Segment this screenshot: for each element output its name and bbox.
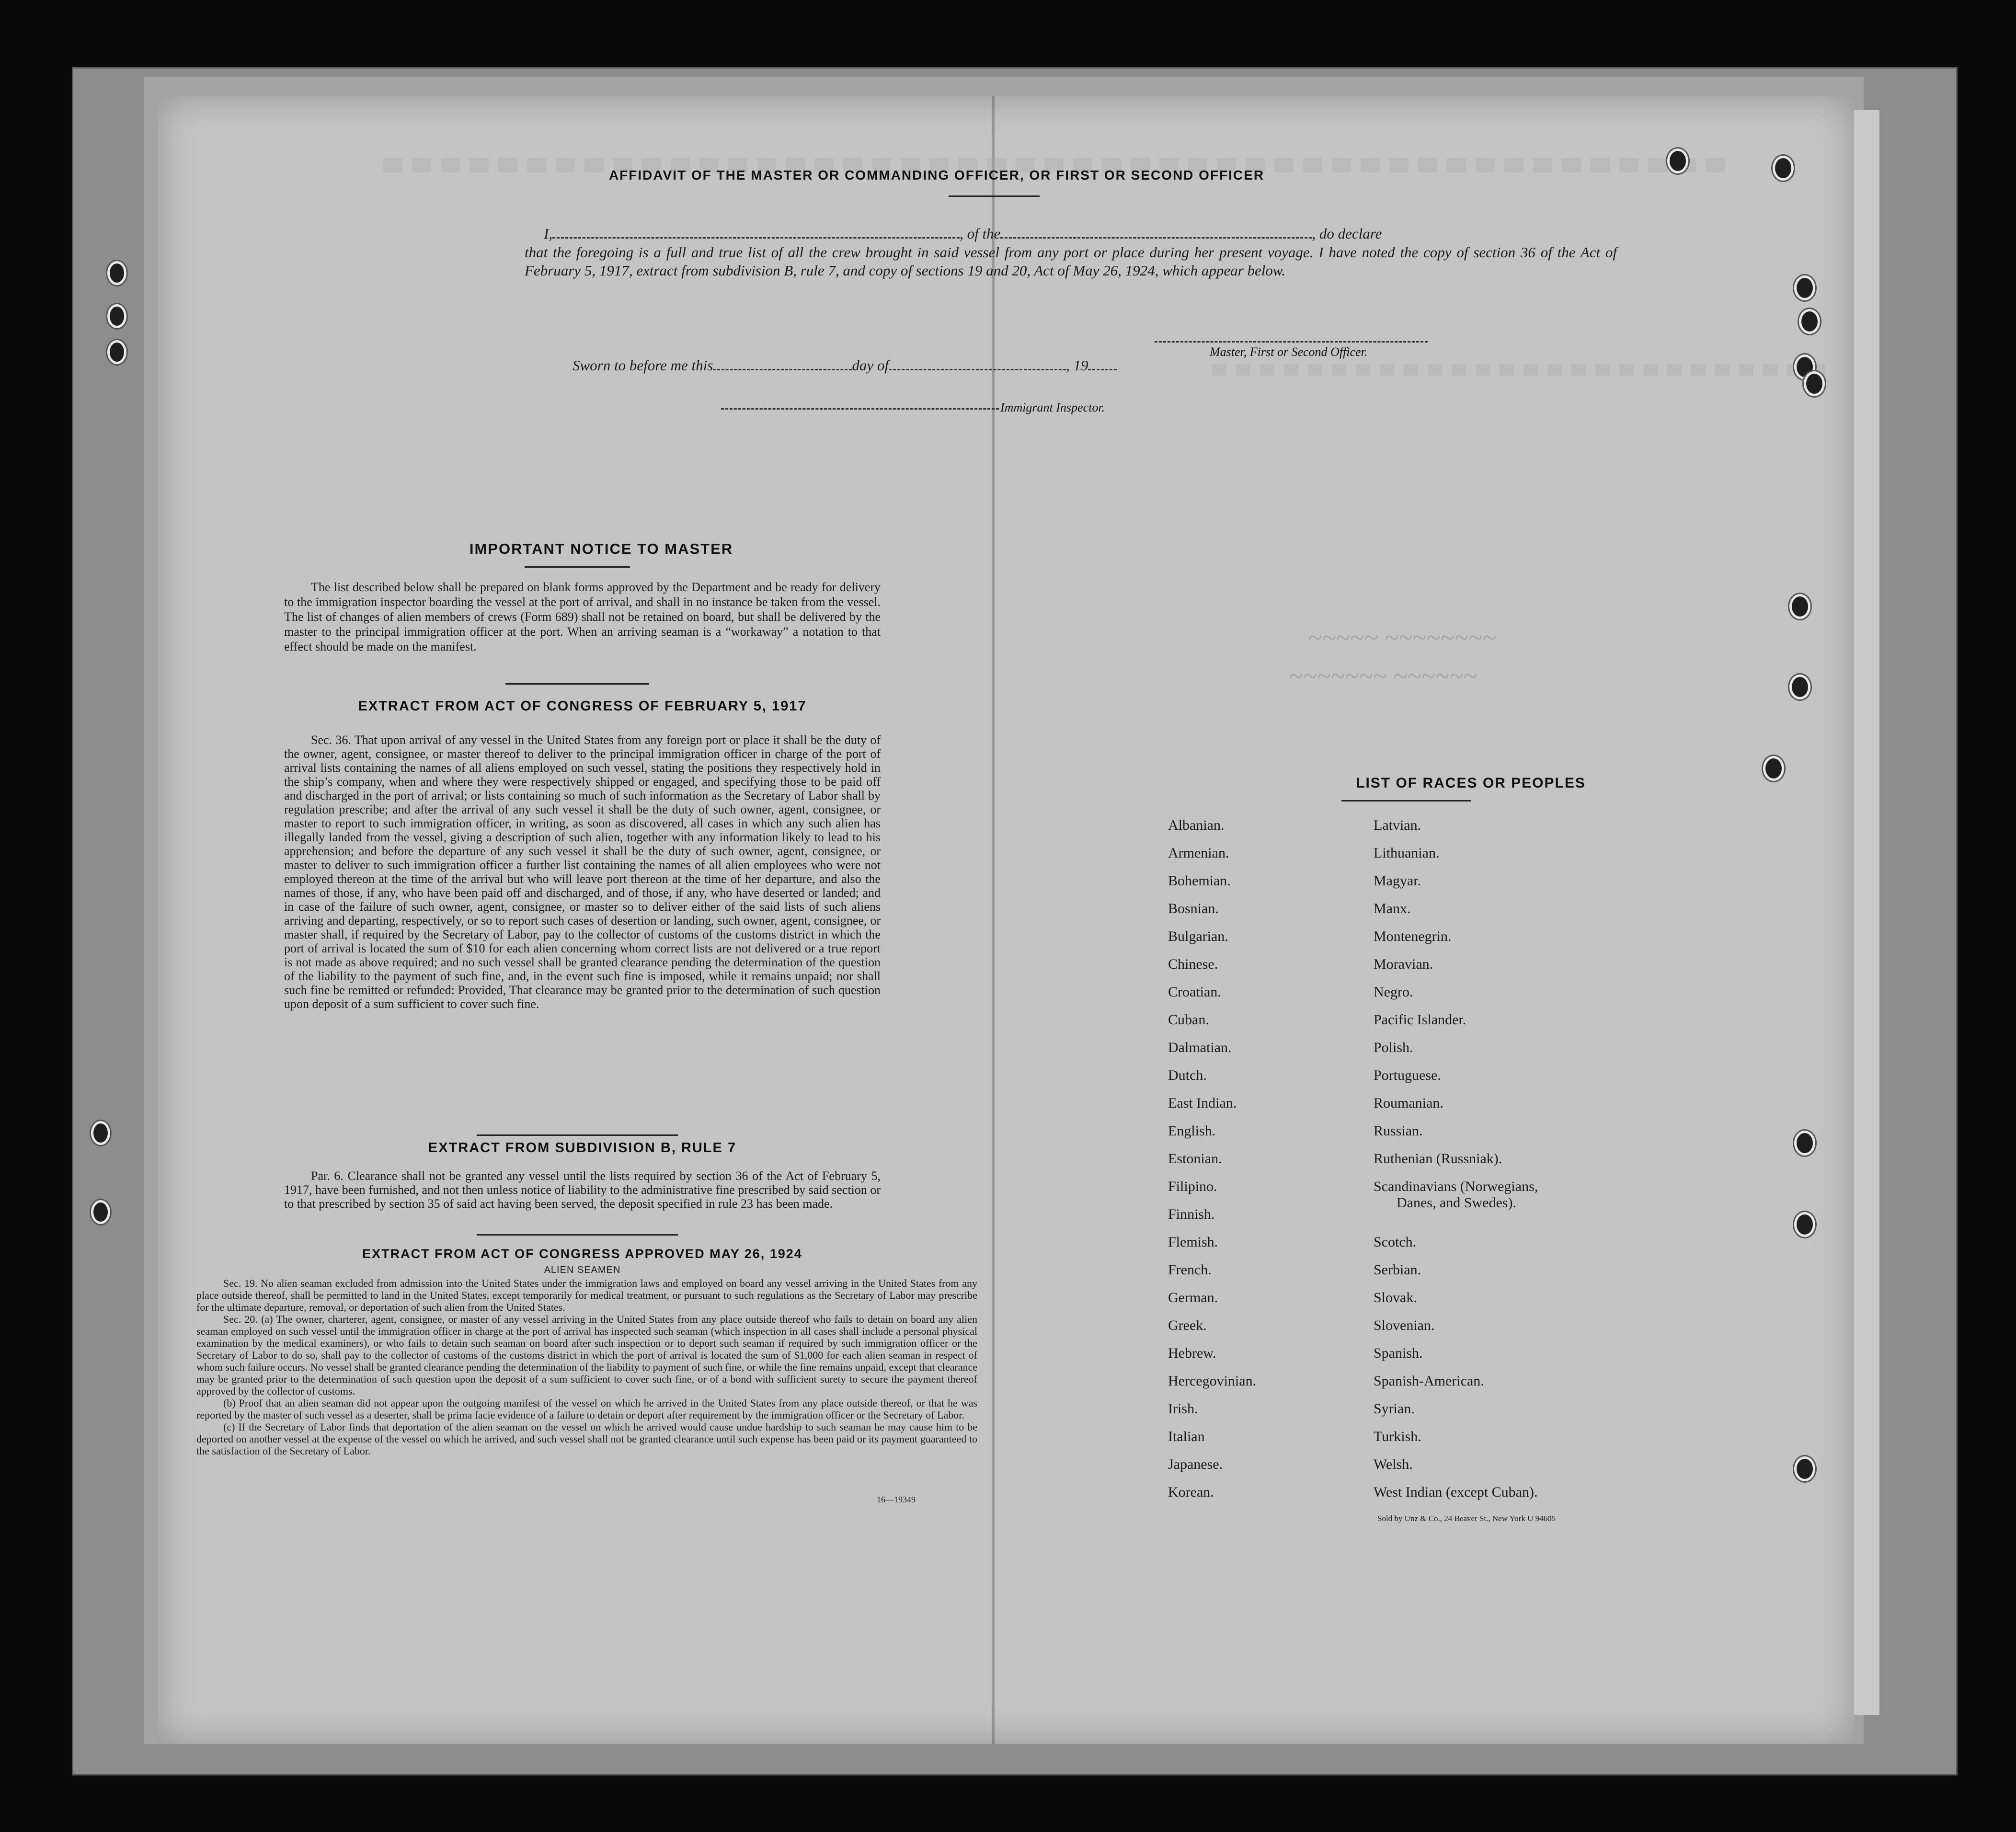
race-item: Hebrew.	[1168, 1345, 1216, 1361]
binder-hole	[1794, 1212, 1815, 1237]
binder-hole	[1789, 675, 1810, 699]
race-item: Montenegrin.	[1374, 928, 1452, 944]
binder-hole	[1773, 156, 1794, 181]
notice-rule	[525, 566, 630, 568]
sec20a-text: Sec. 20. (a) The owner, charterer, agent, consignee, or master of any vessel arriving in the United States from any place outside thereof who fails to detain on board any alien seaman employed on such vessel until the immigration officer in charge at the port of arrival has inspected such seaman (which inspection in all cases shall include a personal physical examination by the medical examiners), or who fails to detain such seaman on board after such inspection or to deport such seaman if required by such immigration officer or the Secretary of Labor to do so, shall pay to the collector of customs of the customs district in which the port of arrival is located the sum of $1,000 for each alien seaman in respect of whom such failure occurs. No vessel shall be granted clearance pending the determination of the liability to payment of such fine, or while the fine remains unpaid, except that clearance may be granted prior to the determination of such question upon the deposit of a sum sufficient to cover such fine, or of a bond with sufficient surety to secure the payment thereof approved by the collector of customs.	[196, 1313, 977, 1397]
binder-hole	[1667, 149, 1688, 173]
affidavit-of-the: , of the	[960, 225, 1001, 242]
extract-rule7-title: EXTRACT FROM SUBDIVISION B, RULE 7	[428, 1140, 737, 1156]
race-item: Moravian.	[1374, 956, 1433, 972]
race-item: Hercegovinian.	[1168, 1373, 1257, 1389]
form-number: 16—19349	[877, 1495, 916, 1504]
race-item: Lithuanian.	[1374, 845, 1440, 861]
race-item: Welsh.	[1374, 1456, 1413, 1472]
affidavit-do-declare: , do declare	[1312, 225, 1382, 242]
affidavit-body	[525, 243, 1617, 280]
race-item: English.	[1168, 1123, 1216, 1139]
race-item: Scandinavians (Norwegians,	[1374, 1179, 1538, 1194]
race-item: Serbian.	[1374, 1262, 1421, 1278]
inspector-signature-line[interactable]	[721, 408, 999, 410]
sworn-day-blank[interactable]	[713, 369, 852, 370]
extract-rule7-text: Par. 6. Clearance shall not be granted any vessel until the lists required by section 36 of the Act of February 5, 1917, have been furnished, and not then unless notice of liability to the administrative fine prescribed by said section or to that prescribed by section 35 of said act having been served, the deposit specified in rule 23 has been made.	[284, 1169, 881, 1211]
race-item: Bosnian.	[1168, 901, 1219, 916]
race-item: Flemish.	[1168, 1234, 1218, 1250]
master-caption: Master, First or Second Officer.	[1210, 345, 1368, 359]
race-item: Cuban.	[1168, 1012, 1209, 1028]
race-item: Turkish.	[1374, 1429, 1421, 1444]
bleed-through-handwriting: ~~~~~ ~~~~~~~~	[1308, 623, 1497, 652]
extract-1924-title: EXTRACT FROM ACT OF CONGRESS APPROVED MAY 26, 1924	[362, 1247, 802, 1261]
affidavit-title: AFFIDAVIT OF THE MASTER OR COMMANDING OFFICER, OR FIRST OR SECOND OFFICER	[608, 168, 1265, 183]
race-item: Scotch.	[1374, 1234, 1417, 1250]
binder-hole	[1804, 371, 1825, 396]
race-item: Dalmatian.	[1168, 1040, 1232, 1055]
sec20c-text: (c) If the Secretary of Labor finds that deportation of the alien seaman on the vessel on which he arrived would cause undue hardship to such seaman he may cause him to be deported on another vessel at the expense of the vessel on which he arrived, and such vessel shall not be granted clearance until such expense has been paid or its payment guaranteed to the satisfaction of the Secretary of Labor.	[196, 1421, 977, 1457]
notice-title: IMPORTANT NOTICE TO MASTER	[469, 540, 733, 557]
binder-hole	[91, 1121, 110, 1145]
page-fold	[992, 96, 995, 1744]
binder-hole	[1794, 275, 1815, 300]
name-blank[interactable]	[552, 237, 960, 239]
race-item: Magyar.	[1374, 873, 1421, 889]
race-item: Negro.	[1374, 984, 1413, 1000]
race-item: Latvian.	[1374, 817, 1421, 833]
race-item: Irish.	[1168, 1401, 1198, 1417]
affidavit-declare-line	[525, 225, 1627, 242]
sold-by-imprint: Sold by Unz & Co., 24 Beaver St., New York U 94605	[1377, 1514, 1556, 1523]
races-title: LIST OF RACES OR PEOPLES	[1356, 775, 1586, 791]
extract-1924-body	[196, 1277, 977, 1457]
document-page	[158, 96, 1854, 1744]
inspector-caption: Immigrant Inspector.	[1000, 401, 1105, 414]
master-signature-line[interactable]	[1155, 341, 1428, 343]
binder-hole	[1799, 309, 1820, 334]
race-item: Portuguese.	[1374, 1067, 1441, 1083]
race-item: Armenian.	[1168, 845, 1229, 861]
extract-1917-text: Sec. 36. That upon arrival of any vessel in the United States from any foreign port or place it shall be the duty of the owner, agent, consignee, or master thereof to deliver to the principal immigration officer in charge of the port of arrival lists containing the names of all aliens employed on such vessel, stating the positions they respectively hold in the ship’s company, when and where they were respectively shipped or engaged, and specifying those to be paid off and discharged in the port of arrival; or lists containing so much of such information as the Secretary of Labor shall by regulation prescribe; and after the arrival of any such vessel it shall be the duty of such owner, agent, consignee, or master to report to such immigration officer, in writing, as soon as discovered, all cases in which any such alien has illegally landed from the vessel, giving a description of such alien, together with any information likely to lead to his apprehension; and before the departure of any such vessel it shall be the duty of such owner, agent, consignee, or master to deliver to such immigration officer a further list containing the names of all alien employees who were not employed thereon at the time of the arrival but who will leave port thereon at the time of her departure, and also the names of those, if any, who have been paid off and discharged, and of those, if any, who have deserted or landed; and in case of the failure of such owner, agent, consignee, or master so to deliver either of the said lists of such aliens arriving and departing, respectively, or so to report such cases of desertion or landing, such owner, agent, consignee, or master shall, if required by the Secretary of Labor, pay to the collector of customs of the customs district in which the port of arrival is located the sum of $10 for each alien concerning whom correct lists are not delivered or a true report is not made as above required; and no such vessel shall be granted clearance pending the determination of the question of the liability to the payment of such fine, and, in the event such fine is imposed, while it remains unpaid; nor shall such fine be remitted or refunded: Provided, That clearance may be granted prior to the determination of such question upon deposit of a sum sufficient to cover such fine.	[284, 733, 881, 1011]
race-item: Bohemian.	[1168, 873, 1231, 889]
bleed-through-handwriting: ~~~~~~~ ~~~~~~	[1289, 662, 1478, 690]
race-item: Manx.	[1374, 901, 1411, 916]
binder-hole	[1789, 594, 1810, 619]
binder-hole	[107, 304, 126, 328]
race-item: West Indian (except Cuban).	[1374, 1484, 1538, 1500]
sec19-text: Sec. 19. No alien seaman excluded from admission into the United States under the immigration laws and employed on board any vessel arriving in the United States from any place outside thereof, shall be permitted to land in the United States, except temporarily for medical treatment, or pursuant to such regulations as the Secretary of Labor may prescribe for the ultimate departure, removal, or deportation of such alien from the United States.	[196, 1277, 977, 1313]
bleed-through-text	[1212, 364, 1835, 376]
race-item: Finnish.	[1168, 1206, 1215, 1222]
affidavit-i: I,	[544, 225, 553, 242]
title-rule	[949, 195, 1040, 197]
race-item: Bulgarian.	[1168, 928, 1228, 944]
race-item: Dutch.	[1168, 1067, 1207, 1083]
race-item: Korean.	[1168, 1484, 1214, 1500]
extract-1917-title: EXTRACT FROM ACT OF CONGRESS OF FEBRUARY 5, 1917	[358, 698, 807, 714]
section-rule	[477, 1234, 678, 1236]
notice-body-text: The list described below shall be prepared on blank forms approved by the Department and be ready for delivery to the immigration inspector boarding the vessel at the port of arrival, and shall in no instance be taken from the vessel. The list of changes of alien members of crews (Form 689) shall not be retained on board, but shall be delivered by the master to the principal immigration officer at the port. When an arriving seaman is a “workaway” a notation to that effect should be made on the manifest.	[284, 580, 881, 653]
binder-hole	[1794, 1131, 1815, 1156]
race-item: Russian.	[1374, 1123, 1423, 1139]
binder-hole	[1763, 756, 1784, 781]
race-item: Japanese.	[1168, 1456, 1223, 1472]
sworn-year: , 19	[1065, 357, 1088, 374]
extract-rule7-body	[284, 1169, 881, 1211]
affidavit-body-text: that the foregoing is a full and true list of all the crew brought in said vessel from any port or place during her present voyage. I have noted the copy of section 36 of the Act of February 5, 1917, extract from subdivision B, rule 7, and copy of sections 19 and 20, Act of May 26, 1924, which appear below.	[525, 244, 1617, 279]
race-item: East Indian.	[1168, 1095, 1237, 1111]
extract-1924-subtitle: ALIEN SEAMEN	[544, 1265, 621, 1275]
binder-hole	[107, 340, 126, 364]
race-item: German.	[1168, 1290, 1218, 1305]
binder-hole	[1794, 1456, 1815, 1481]
sec20b-text: (b) Proof that an alien seaman did not appear upon the outgoing manifest of the vessel on which he arrived in the United States from any place outside thereof, or that he was reported by the master of such vessel as a deserter, shall be prima facie evidence of a failure to detain or deport after requirement by the immigration officer or the Secretary of Labor.	[196, 1397, 977, 1421]
sworn-day-of: day of	[852, 357, 889, 374]
race-item: Slovenian.	[1374, 1317, 1435, 1333]
race-item: Polish.	[1374, 1040, 1413, 1055]
race-item: Spanish-American.	[1374, 1373, 1484, 1389]
notice-body	[284, 580, 881, 654]
sworn-month-blank[interactable]	[889, 369, 1066, 370]
race-item: Spanish.	[1374, 1345, 1423, 1361]
race-item: Roumanian.	[1374, 1095, 1443, 1111]
race-item: French.	[1168, 1262, 1212, 1278]
races-rule	[1341, 800, 1471, 802]
race-item: Estonian.	[1168, 1151, 1222, 1167]
race-item: Italian	[1168, 1429, 1205, 1444]
sworn-year-blank[interactable]	[1088, 369, 1117, 370]
vessel-blank[interactable]	[1000, 237, 1312, 239]
race-item: Syrian.	[1374, 1401, 1415, 1417]
race-item: Pacific Islander.	[1374, 1012, 1466, 1028]
race-item: Greek.	[1168, 1317, 1207, 1333]
race-item: Slovak.	[1374, 1290, 1417, 1305]
race-item: Albanian.	[1168, 817, 1225, 833]
race-item: Chinese.	[1168, 956, 1218, 972]
sworn-prefix: Sworn to before me this	[573, 357, 713, 374]
race-item: Ruthenian (Russniak).	[1374, 1151, 1502, 1167]
section-rule	[505, 683, 649, 685]
race-item: Croatian.	[1168, 984, 1221, 1000]
race-item: Danes, and Swedes).	[1397, 1195, 1516, 1211]
binder-hole	[107, 261, 126, 285]
sworn-line	[573, 357, 1117, 374]
binder-hole	[91, 1200, 110, 1224]
race-item: Filipino.	[1168, 1179, 1217, 1194]
section-rule	[477, 1134, 678, 1136]
extract-1917-body	[284, 733, 881, 1011]
